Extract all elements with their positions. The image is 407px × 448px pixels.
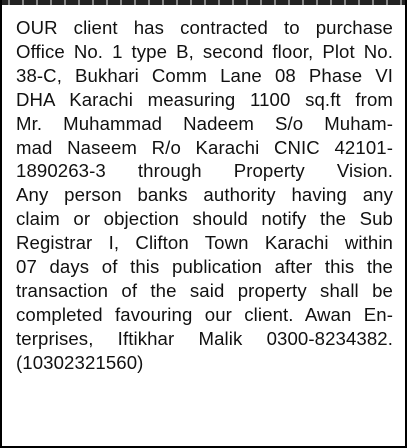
notice-line: 38-C, Bukhari Comm Lane 08 Phase VI [16,64,393,86]
notice-line: claim or objection should notify the Sub [16,208,393,230]
notice-line: completed favouring our client. Awan En- [16,303,393,325]
notice-line: terprises, Iftikhar Malik 0300-8234382. [16,327,393,349]
notice-line: OUR client has contracted to purchase [16,17,393,38]
notice-line: Office No. 1 type B, second floor, Plot No. [16,40,393,62]
notice-line: transaction of the said property shall be [16,279,393,301]
notice-line: DHA Karachi measuring 1100 sq.ft from [16,88,393,110]
notice-line: Registrar I, Clifton Town Karachi within [16,232,393,254]
notice-line: mad Naseem R/o Karachi CNIC 42101- [16,136,393,158]
notice-line: Any person banks authority having any [16,184,393,206]
notice-line: Mr. Muhammad Nadeem S/o Muham- [16,112,393,134]
notice-body-text [16,16,393,375]
notice-line: 07 days of this publication after this the [16,256,393,278]
notice-line: 1890263-3 through Property Vision. [16,160,393,182]
notice-reference-number: (10302321560) [16,351,144,373]
top-border-rule [2,0,405,5]
